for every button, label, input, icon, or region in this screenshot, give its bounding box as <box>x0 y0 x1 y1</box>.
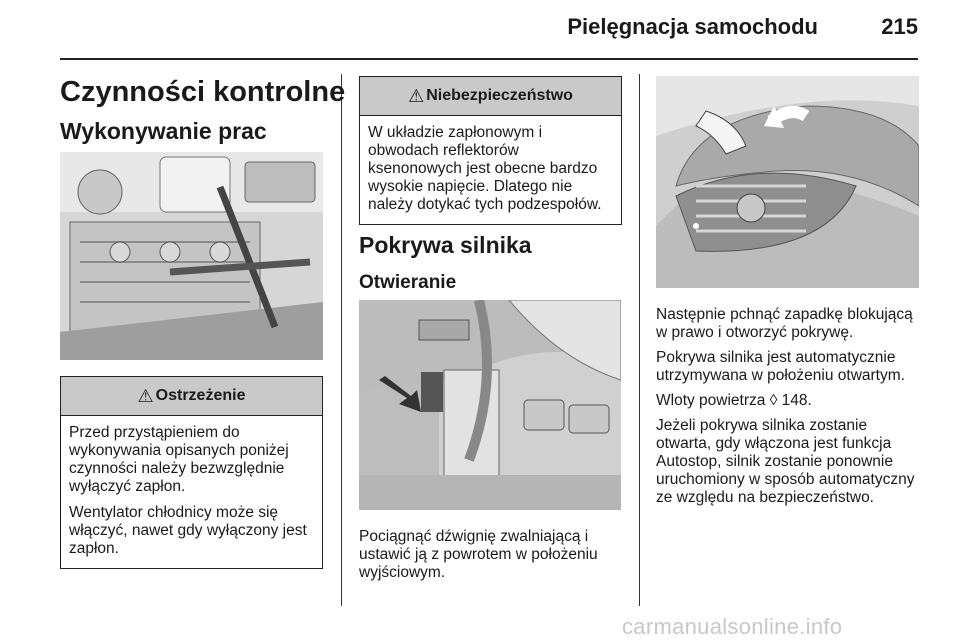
warning-paragraph: Wentylator chłodnicy może się włączyć, nawet gdy wyłączony jest zapłon. <box>69 504 307 557</box>
danger-box-body <box>360 116 621 224</box>
column-divider-left <box>341 74 342 606</box>
warning-box-body <box>61 416 322 568</box>
release-lever-illustration <box>359 300 621 510</box>
danger-paragraph: W układzie zapłonowym i obwodach reflektorów ksenonowych jest obecne bardzo wysokie napięcie. Dlatego nie należy dotykać tych podzespołów. <box>368 124 602 213</box>
warning-triangle-icon: ⚠ <box>137 385 154 406</box>
watermark: carmanualsonline.info <box>622 614 843 639</box>
header-rule <box>60 58 918 60</box>
hood-opening-illustration <box>656 76 919 288</box>
release-lever-caption: Pociągnąć dźwignię zwalniającą i ustawić ją z powrotem w położeniu wyjściowym. <box>359 528 598 581</box>
instruction-paragraph: Jeżeli pokrywa silnika zostanie otwarta, gdy włączona jest funkcja Autostop, silnik zostanie ponownie uruchomiony w sposób automatyczny ze względu na bezpieczeństwo. <box>656 417 915 506</box>
danger-box <box>359 76 622 225</box>
danger-box-title: Niebezpieczeństwo <box>426 87 573 104</box>
engine-bay-illustration <box>60 152 323 360</box>
page-number: 215 <box>881 14 918 39</box>
subsection-title: Wykonywanie prac <box>60 118 267 144</box>
cross-reference-paragraph: Wloty powietrza ◊ 148. <box>656 392 812 409</box>
section-title-hood: Pokrywa silnika <box>359 232 532 258</box>
running-header-title: Pielęgnacja samochodu <box>567 14 818 39</box>
instruction-paragraph: Pokrywa silnika jest automatycznie utrzymywana w położeniu otwartym. <box>656 349 905 384</box>
hood-instructions <box>656 306 921 514</box>
warning-paragraph: Przed przystąpieniem do wykonywania opisanych poniżej czynności należy bezwzględnie wyłączyć zapłon. <box>69 424 289 495</box>
warning-box <box>60 376 323 569</box>
warning-box-header <box>61 377 322 416</box>
column-divider-right <box>639 74 640 606</box>
instruction-paragraph: Następnie pchnąć zapadkę blokującą w prawo i otworzyć pokrywę. <box>656 306 913 341</box>
subsection-title-opening: Otwieranie <box>359 272 457 293</box>
danger-box-header <box>360 77 621 116</box>
section-title: Czynności kontrolne <box>60 76 346 108</box>
warning-box-title: Ostrzeżenie <box>155 387 246 404</box>
warning-triangle-icon: ⚠ <box>408 85 425 106</box>
